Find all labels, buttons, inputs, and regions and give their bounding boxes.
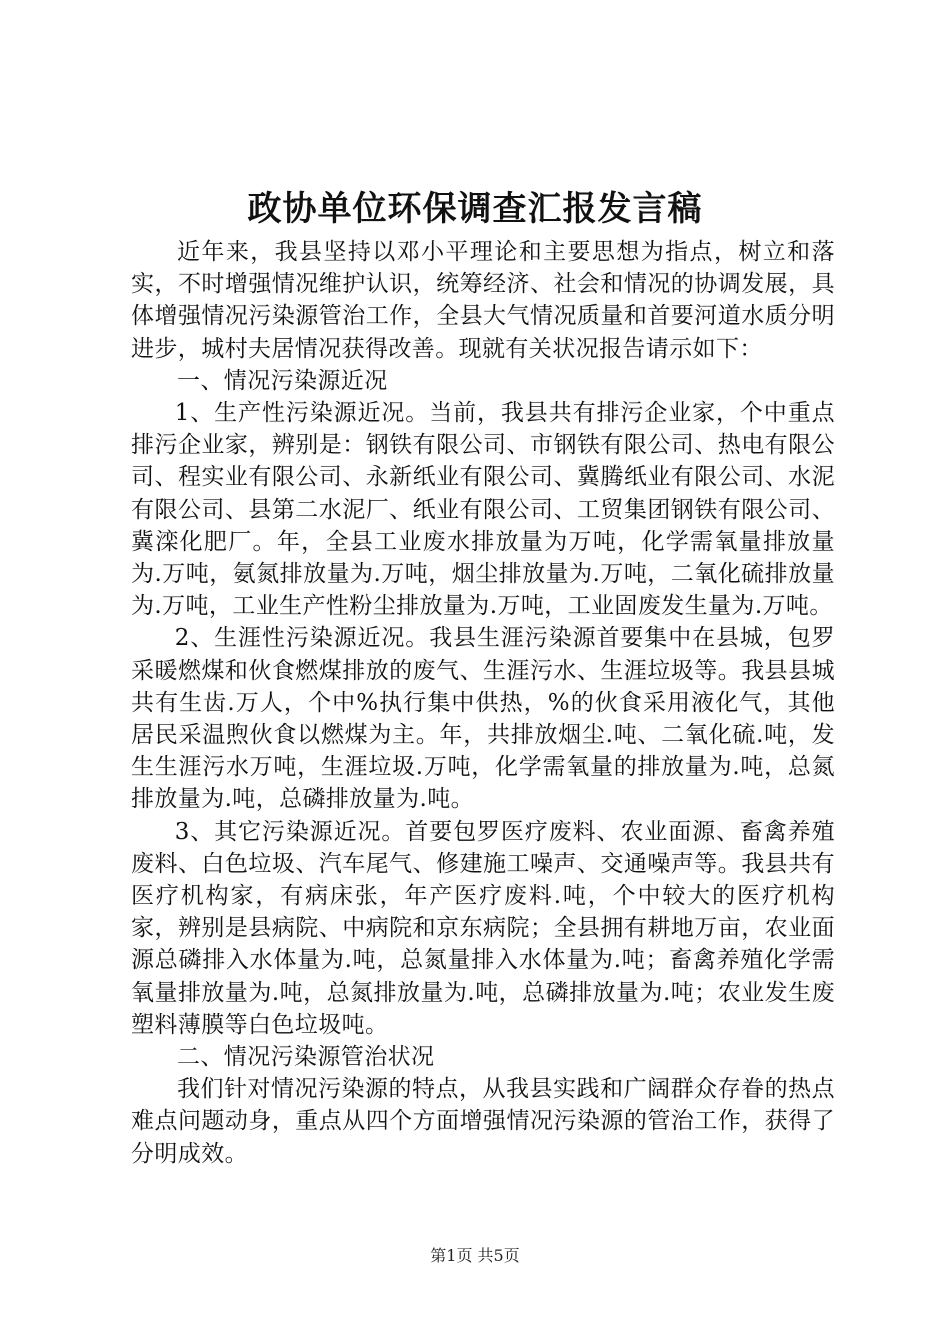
intro-paragraph: 近年来，我县坚持以邓小平理论和主要思想为指点，树立和落实，不时增强情况维护认识，统筹经济、社会和情况的协调发展，具体增强情况污染源管治工作，全县大气情况质量和首要河道水质分明进步，城村夫居情况获得改善。现就有关状况报告请示如下： [131, 239, 835, 362]
page-number-footer: 第1页 共5页 [430, 1246, 520, 1265]
section-heading-2: 二、情况污染源管治状况 [177, 1044, 435, 1071]
other-pollution-paragraph: 3、其它污染源近况。首要包罗医疗废料、农业面源、畜禽养殖废料、白色垃圾、汽车尾气、修建施工噪声、交通噪声等。我县共有医疗机构家，有病床张，年产医疗废料.吨，个中较大的医疗机构家，辨别是县病院、中病院和京东病院；全县拥有耕地万亩，农业面源总磷排入水体量为.吨，总氮量排入水体量为.吨；畜禽养殖化学需氧量排放量为.吨，总氮排放量为.吨，总磷排放量为.吨；农业发生废塑料薄膜等白色垃圾吨。 [131, 818, 835, 1038]
document-title: 政协单位环保调查汇报发言稿 [247, 189, 703, 229]
domestic-pollution-paragraph: 2、生涯性污染源近况。我县生涯污染源首要集中在县城，包罗采暖燃煤和伙食燃煤排放的废气、生涯污水、生涯垃圾等。我县县城共有生齿.万人，个中%执行集中供热，%的伙食采用液化气，其他居民采温煦伙食以燃煤为主。年，共排放烟尘.吨、二氧化硫.吨，发生生涯污水万吨，生涯垃圾.万吨，化学需氧量的排放量为.吨，总氮排放量为.吨，总磷排放量为.吨。 [131, 625, 835, 813]
governance-paragraph: 我们针对情况污染源的特点，从我县实践和广阔群众存眷的热点难点问题动身，重点从四个方面增强情况污染源的管治工作，获得了分明成效。 [131, 1076, 835, 1167]
production-pollution-paragraph: 1、生产性污染源近况。当前，我县共有排污企业家，个中重点排污企业家，辨别是：钢铁有限公司、市钢铁有限公司、热电有限公司、程实业有限公司、永新纸业有限公司、冀腾纸业有限公司、水泥有限公司、县第二水泥厂、纸业有限公司、工贸集团钢铁有限公司、冀滦化肥厂。年，全县工业废水排放量为万吨，化学需氧量排放量为.万吨，氨氮排放量为.万吨，烟尘排放量为.万吨，二氧化硫排放量为.万吨，工业生产性粉尘排放量为.万吨，工业固废发生量为.万吨。 [131, 400, 835, 620]
section-heading-1: 一、情况污染源近况 [177, 367, 388, 394]
document-body [131, 236, 835, 1170]
